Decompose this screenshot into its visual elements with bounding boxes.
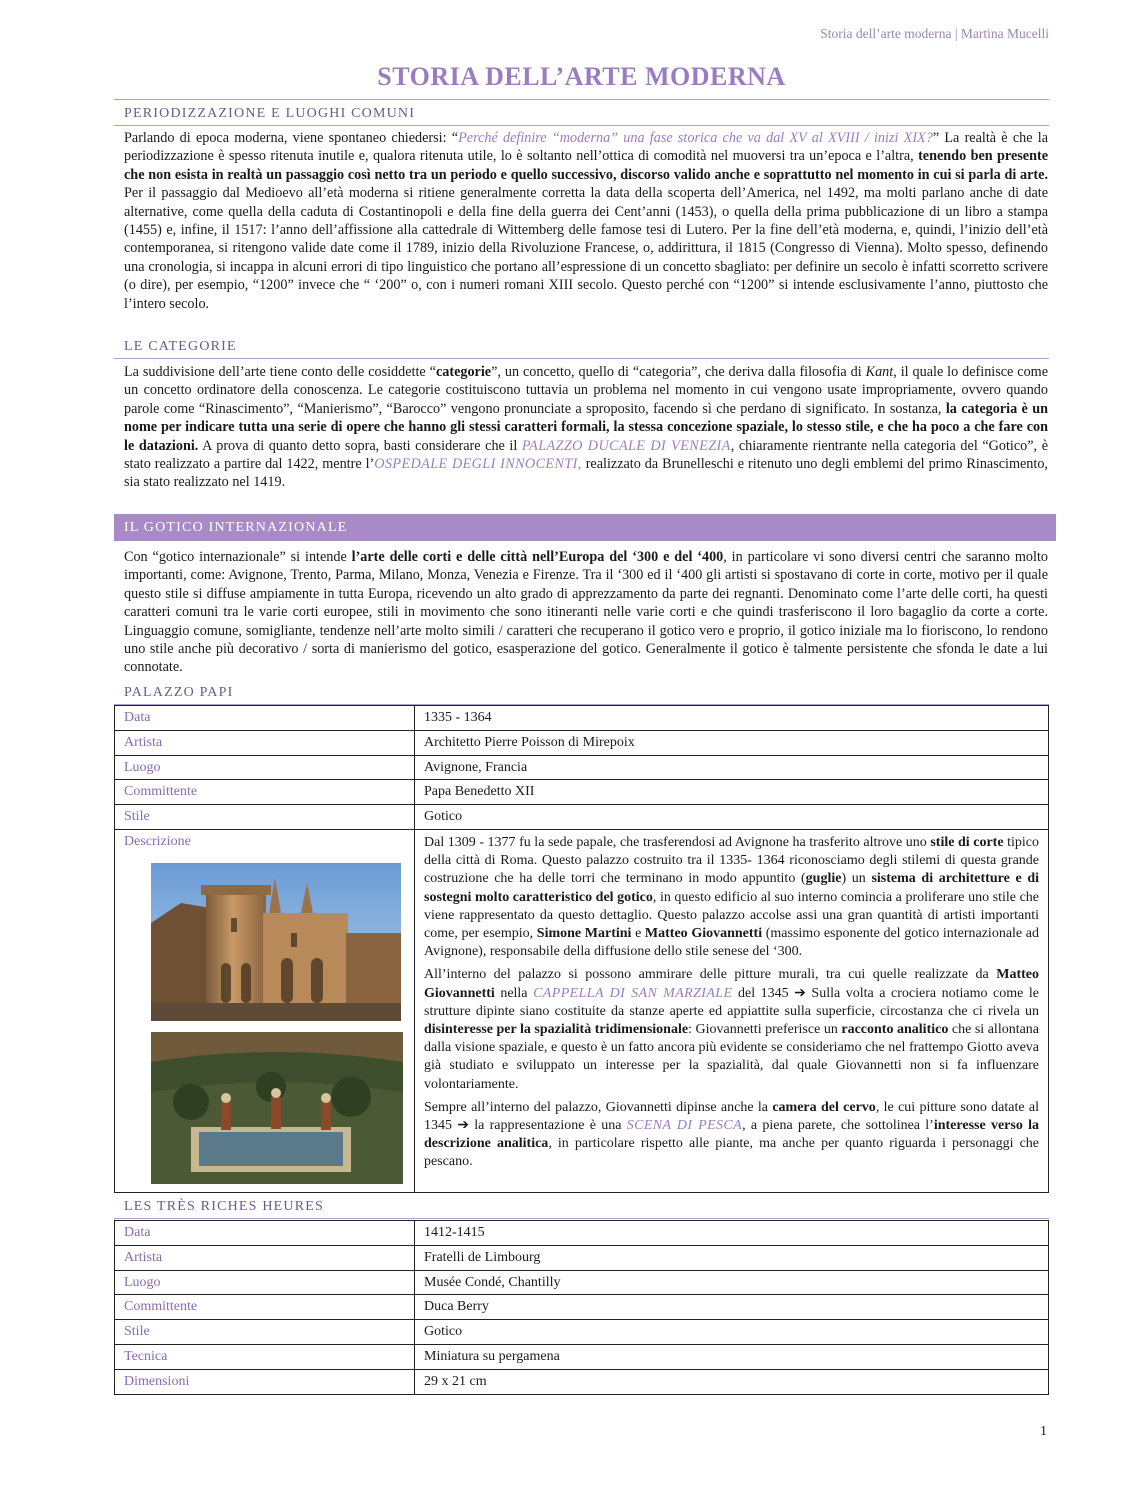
table-row-descrizione [115, 829, 1049, 1192]
link-cappella-san-marziale: CAPPELLA DI SAN MARZIALE [533, 985, 733, 1001]
table-row: Stile Gotico [115, 805, 1049, 830]
section-heading-tres-riches-heures: LES TRÈS RICHES HEURES [114, 1197, 1049, 1219]
table-row: Luogo Musée Condé, Chantilly [115, 1270, 1049, 1295]
link-ospedale-innocenti: OSPEDALE DEGLI INNOCENTI, [374, 456, 582, 473]
paragraph-periodizzazione: Parlando di epoca moderna, viene spontaneo chiedersi: “Perché definire “moderna” una fase storica che va dal XV al XVIII / inizi XIX?” La realtà è che la periodizzazione è spesso ritenuta inutile e, qualora ritenuta utile, lo è soltanto nell’ottica di comodità nel muoversi tra un’epoca e l’altra, tenendo ben presente che non esista in realtà un passaggio così netto tra un periodo e quello successivo, discorso valido anche e soprattutto nel momento in cui si parla di arte. Per il passaggio dal Medioevo all’età moderna si ritiene generalmente corretta la data della scoperta dell’America, nel 1492, ma molti parlano anche di date alternative, come quella della caduta di Costantinopoli e della fine della guerra dei Cent’anni (1453), o quella della prima pubblicazione di un libro a stampa (1455) e, infine, il 1517: l’anno dell’affissione alla cattedrale di Wittemberg delle famose tesi di Lutero. Per la fine dell’età moderna, e, quindi, l’inizio dell’età contemporanea, si ritengono valide date come il 1789, inizio della Rivoluzione Francese, o, addirittura, il 1815 (Congresso di Vienna). Molto spesso, definendo una cronologia, si incappa in alcuni errori di tipo linguistico che portano all’espressione di un concetto sbagliato: per definire un secolo è infatti scorretto scrivere (o dire), per esempio, “1200” invece che “ ‘200” o, con i numeri romani XIII secolo. Questo perché con “1200” si intende esclusivamente l’anno, piuttosto che l’intero secolo. [124, 130, 1049, 312]
title-rule [114, 99, 1049, 100]
cappella-fresco-photo [151, 1032, 405, 1190]
section-heading-palazzo-papi: PALAZZO PAPI [114, 683, 1049, 705]
descrizione-text [415, 829, 1049, 1192]
page-number: 1 [1040, 1424, 1047, 1439]
descrizione-paragraph: Sempre all’interno del palazzo, Giovannetti dipinse anche la camera del cervo, le cui pitture sono datate al 1345 ➔ la rappresentazione è una SCENA DI PESCA, a piena parete, che sottolinea l’interesse verso la descrizione analitica, in particolare rispetto alle piante, ma anche per quanto riguarda i personaggi che pescano. [424, 1099, 1039, 1170]
question-quote: Perché definire “moderna” una fase storica che va dal XV al XVIII / inizi XIX? [458, 130, 933, 146]
section-heading-gotico: IL GOTICO INTERNAZIONALE [114, 514, 1056, 541]
link-scena-di-pesca: SCENA DI PESCA [626, 1118, 743, 1134]
tres-riches-heures-table [114, 1220, 1049, 1395]
table-row: Committente Duca Berry [115, 1295, 1049, 1320]
section-heading-categorie: LE CATEGORIE [114, 337, 1049, 359]
table-row: Luogo Avignone, Francia [115, 755, 1049, 780]
table-row: Artista Fratelli de Limbourg [115, 1245, 1049, 1270]
paragraph-gotico: Con “gotico internazionale” si intende l’arte delle corti e delle città nell’Europa del ‘300 e del ‘400, in particolare vi sono diversi centri che saranno molto importanti, come: Avignone, Trento, Parma, Milano, Monza, Venezia e Firenze. Tra il ‘300 ed il ‘400 gli artisti si spostavano di corte in corte, motivo per il quale questo stile si diffuse ampiamente in tutta Europa, ricevendo un alto grado di apprezzamento da parte dei regnanti. Denominato come l’arte delle corti, ha questi caratteri comuni tra le varie corti europee, stili in movimento che sono itineranti nelle varie corti e che quindi trasferiscono il loro bagaglio da corte a corte. Linguaggio comune, somigliante, tendenze nell’arte molto simili / caratteri che recuperano il gotico vero e proprio, il gotico iniziale ma lo fioriscono, lo rendono uno stile anche più decorativo / sorta di manierismo del gotico, esasperazione del gotico. Generalmente il gotico è talmente persistente che sfonda le date a lui connotate. [124, 549, 1048, 676]
descrizione-paragraph: All’interno del palazzo si possono ammirare delle pitture murali, tra cui quelle realizzate da Matteo Giovannetti nella CAPPELLA DI SAN MARZIALE del 1345 ➔ Sulla volta a crociera notiamo come le strutture dipinte siano costituite da stanze aperte ed appiattite sulla superficie, circostanza che ci rivela un disinteresse per la spazialità tridimensionale: Giovannetti preferisce un racconto analitico che si allontana dalla visione spaziale, e questo è un fatto ancora più evidente se consideriamo che nel frattempo Giotto aveva già studiato e sviluppato un interesse per la spazialità, dal quale Giovannetti non si fa influenzare volontariamente. [424, 967, 1040, 1092]
table-row: Artista Architetto Pierre Poisson di Mirepoix [115, 730, 1049, 755]
table-row: Data 1335 - 1364 [115, 706, 1049, 731]
table-row: Committente Papa Benedetto XII [115, 780, 1049, 805]
running-header: Storia dell’arte moderna | Martina Mucelli [820, 26, 1049, 41]
table-row: Data 1412-1415 [115, 1221, 1049, 1246]
descrizione-label: Descrizione [124, 833, 191, 849]
descrizione-paragraph: Dal 1309 - 1377 fu la sede papale, che trasferendosi ad Avignone ha trasferito altrove uno stile di corte tipico della città di Roma. Questo palazzo costruito tra il 1335- 1364 riconosciamo degli stilemi di questa grande costruzione che ha delle torri che terminano in modo appuntito (guglie) un sistema di architetture e di sostegni molto caratteristico del gotico, in questo edificio al suo interno comincia a proliferare uno stile che viene rappresentato da questo dettaglio. Questo palazzo accolse assi una gran quantità di artisti importanti come, per esempio, Simone Martini e Matteo Giovannetti (massimo esponente del gotico internazionale ad Avignone), responsabile della diffusione dello stile senese del ‘300. [424, 834, 1039, 960]
page-title: STORIA DELL’ARTE MODERNA [377, 62, 786, 91]
table-row: Tecnica Miniatura su pergamena [115, 1344, 1049, 1369]
paragraph-categorie: La suddivisione dell’arte tiene conto delle cosiddette “categorie”, un concetto, quello di “categoria”, che deriva dalla filosofia di Kant, il quale lo definisce come un concetto ordinatore della conoscenza. Le categorie costituiscono tuttavia un problema nel momento in cui vengono usate impropriamente, ovvero quando parole come “Rinascimento”, “Manierismo”, “Barocco” vengono pronunciate a sproposito, facendo sì che perdano di significato. In sostanza, la categoria è un nome per indicare tutta una serie di opere che hanno gli stessi caratteri formali, la stessa concezione spaziale, lo stesso stile, e che ha poco a che fare con le datazioni. A prova di quanto detto sopra, basti considerare che il PALAZZO DUCALE DI VENEZIA, chiaramente rientrante nella categoria del “Gotico”, è stato realizzato a partire dal 1422, mentre l’OSPEDALE DEGLI INNOCENTI, realizzato da Brunelleschi e ritenuto uno degli emblemi del primo Rinascimento, sia stato realizzato nel 1419. [124, 364, 1049, 491]
palazzo-papi-photo [151, 863, 405, 1027]
section-heading-periodizzazione: PERIODIZZAZIONE E LUOGHI COMUNI [114, 104, 1049, 126]
link-palazzo-ducale: PALAZZO DUCALE DI VENEZIA [521, 437, 731, 454]
table-row: Stile Gotico [115, 1320, 1049, 1345]
table-row: Dimensioni 29 x 21 cm [115, 1369, 1049, 1394]
palazzo-papi-table [114, 705, 1049, 1193]
